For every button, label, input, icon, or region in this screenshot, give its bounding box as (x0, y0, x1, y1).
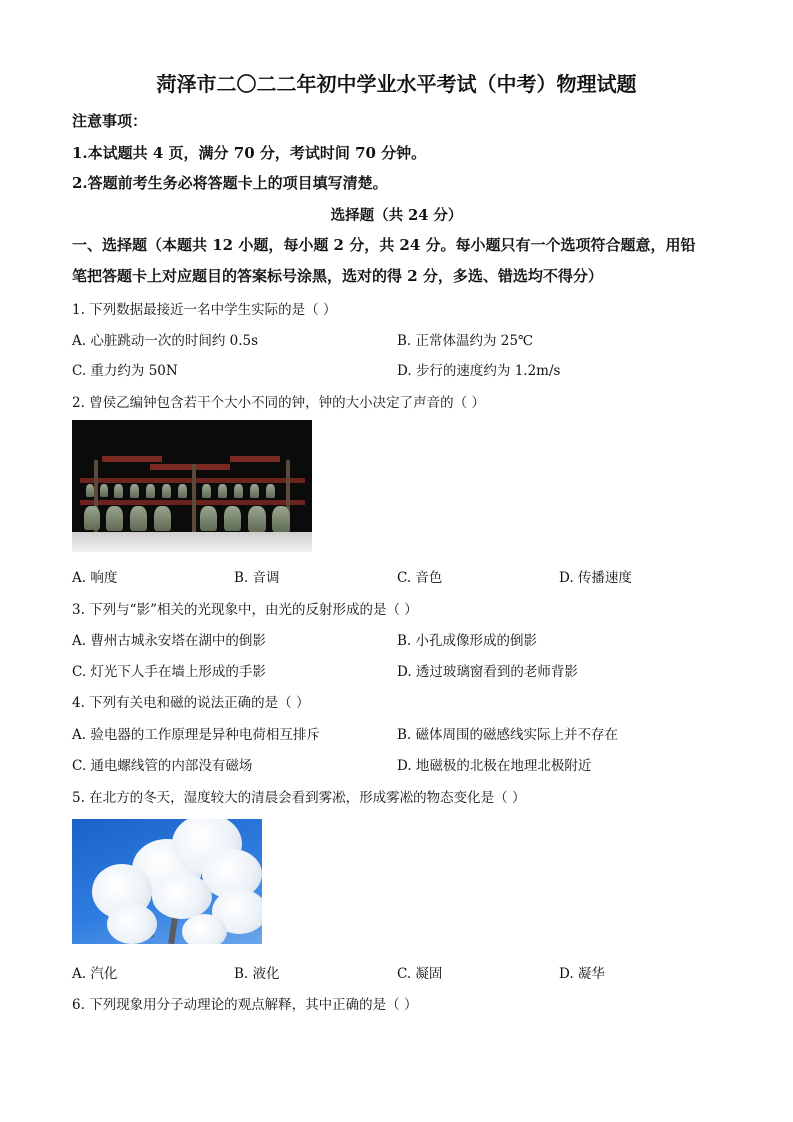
option-b: B. 液化 (234, 966, 280, 982)
question-stem: 5. 在北方的冬天，湿度较大的清晨会看到雾凇，形成雾凇的物态变化是（ ） (72, 790, 526, 806)
option-a: A. 汽化 (72, 966, 118, 982)
notice-item: 2.答题前考生务必将答题卡上的项目填写清楚。 (72, 174, 388, 192)
question-stem: 4. 下列有关电和磁的说法正确的是（ ） (72, 695, 310, 711)
option-b: B. 磁体周围的磁感线实际上并不存在 (397, 727, 619, 743)
notice-item: 1.本试题共 4 页，满分 70 分，考试时间 70 分钟。 (72, 144, 427, 162)
option-d: D. 传播速度 (559, 570, 632, 586)
option-b: B. 音调 (234, 570, 280, 586)
chime-bells-photo (72, 420, 312, 552)
rime-tree-photo (72, 819, 262, 944)
option-c: C. 灯光下人手在墙上形成的手影 (72, 664, 266, 680)
notice-heading: 注意事项： (72, 112, 148, 130)
option-a: A. 曹州古城永安塔在湖中的倒影 (72, 633, 266, 649)
option-c: C. 通电螺线管的内部没有磁场 (72, 758, 253, 774)
option-d: D. 凝华 (559, 966, 605, 982)
option-c: C. 音色 (397, 570, 443, 586)
option-c: C. 凝固 (397, 966, 443, 982)
option-d: D. 透过玻璃窗看到的老师背影 (397, 664, 578, 680)
page-title: 菏泽市二〇二二年初中学业水平考试（中考）物理试题 (156, 72, 637, 96)
part-one-instructions: 笔把答题卡上对应题目的答案标号涂黑，选对的得 2 分，多选、错选均不得分） (72, 267, 603, 285)
section-title: 选择题（共 24 分） (330, 207, 463, 224)
option-d: D. 步行的速度约为 1.2m/s (397, 363, 561, 379)
option-a: A. 响度 (72, 570, 118, 586)
part-one-instructions: 一、选择题（本题共 12 小题，每小题 2 分，共 24 分。每小题只有一个选项符合题意，用铅 (72, 236, 696, 254)
option-c: C. 重力约为 50N (72, 363, 178, 379)
option-d: D. 地磁极的北极在地理北极附近 (397, 758, 592, 774)
option-b: B. 小孔成像形成的倒影 (397, 633, 538, 649)
question-stem: 6. 下列现象用分子动理论的观点解释，其中正确的是（ ） (72, 997, 418, 1013)
option-b: B. 正常体温约为 25℃ (397, 333, 534, 349)
option-a: A. 验电器的工作原理是异种电荷相互排斥 (72, 727, 320, 743)
question-stem: 1. 下列数据最接近一名中学生实际的是（ ） (72, 302, 337, 318)
question-stem: 3. 下列与“影”相关的光现象中，由光的反射形成的是（ ） (72, 602, 418, 618)
option-a: A. 心脏跳动一次的时间约 0.5s (72, 333, 259, 349)
question-stem: 2. 曾侯乙编钟包含若干个大小不同的钟，钟的大小决定了声音的（ ） (72, 395, 485, 411)
